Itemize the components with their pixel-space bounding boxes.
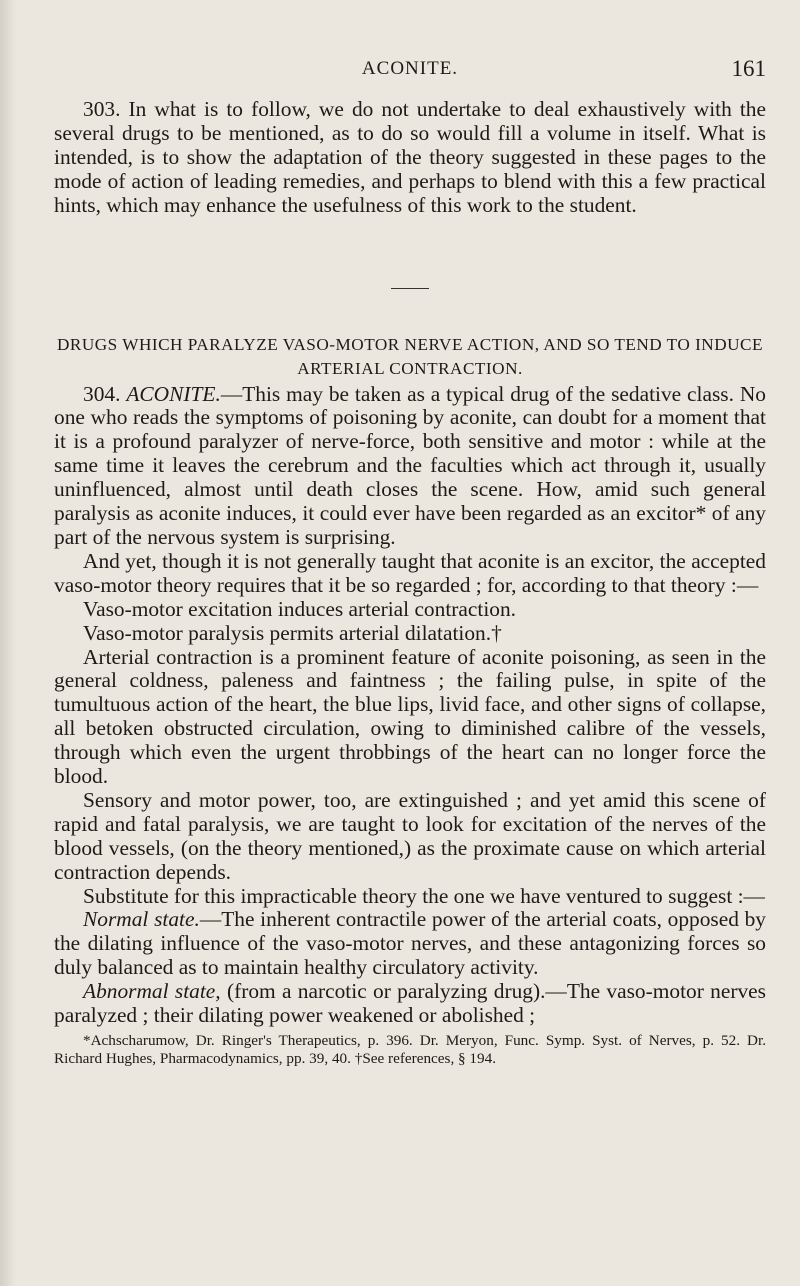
section-divider: [391, 288, 429, 289]
normal-state-text: —The inherent contractile power of the arterial coats, opposed by the dilating influence of the vaso-motor nerves, and these antagonizing forces so duly balanced as to maintain healthy circulatory activity.: [54, 907, 767, 980]
running-title: ACONITE.: [361, 58, 459, 79]
paragraph-number: 304.: [83, 381, 121, 406]
law-excitation: Vaso-motor excitation induces arterial contraction.: [83, 596, 517, 621]
page-gutter-shadow: [0, 0, 16, 1286]
footnote-text: *Achscharumow, Dr. Ringer's Therapeutics, p. 396. Dr. Meryon, Func. Symp. Syst. of Nerves, p. 52. Dr. Richard Hughes, Pharmacodynamics, pp. 39, 40. †See references, § 194.: [54, 1032, 766, 1067]
abnormal-state-text: (from a narcotic or paralyzing drug).—The vaso-motor nerves paralyzed ; their dilating power weakened or abolished ;: [54, 979, 766, 1028]
paragraph-normal-state: [54, 908, 766, 980]
page-header: [54, 58, 766, 86]
paragraph-sensory: Sensory and motor power, too, are extinguished ; and yet amid this scene of rapid and fatal paralysis, we are taught to look for excitation of the nerves of the blood vessels, (on the theory mentioned,) as the proximate cause on which arterial contraction depends.: [54, 787, 766, 884]
body-text: [54, 98, 766, 1067]
paragraph-303: 303. In what is to follow, we do not undertake to deal exhaustively with the several drugs to be mentioned, as to do so would fill a volume in itself. What is intended, is to show the adaptation of the theory suggested in these pages to the mode of action of leading remedies, and perhaps to blend with this a few practical hints, which may enhance the usefulness of this work to the student.: [54, 97, 766, 217]
normal-state-term: Normal state.: [83, 907, 200, 932]
drug-name: ACONITE.: [126, 381, 221, 406]
section-heading: DRUGS WHICH PARALYZE VASO-MOTOR NERVE ACTION, AND SO TEND TO INDUCE ARTERIAL CONTRACTION.: [56, 334, 764, 378]
paragraph-substitute: Substitute for this impracticable theory the one we have ventured to suggest :—: [83, 883, 765, 908]
paragraph-304-text: —This may be taken as a typical drug of the sedative class. No one who reads the symptoms of poisoning by aconite, can doubt for a moment that it is a profound paralyzer of nerve-force, both sensitive and motor : while at the same time it leaves the cerebrum and the faculties which act through it, usually uninfluenced, almost until death closes the scene. How, amid such general paralysis as aconite induces, it could ever have been regarded as an excitor* of any part of the nervous system is surprising.: [54, 381, 766, 549]
page-number: 161: [731, 56, 766, 81]
paragraph-arterial: Arterial contraction is a prominent feature of aconite poisoning, as seen in the general coldness, paleness and faintness ; the failing pulse, in spite of the tumultuous action of the heart, the blue lips, livid face, and other signs of collapse, all betoken obstructed circulation, owing to diminished calibre of the vessels, through which even the urgent throbbings of the heart can no longer force the blood.: [54, 644, 766, 789]
paragraph-and-yet: And yet, though it is not generally taught that aconite is an excitor, the accepted vaso-motor theory requires that it be so regarded ; for, according to that theory :—: [54, 548, 766, 597]
abnormal-state-term: Abnormal state,: [83, 979, 221, 1004]
law-paralysis: Vaso-motor paralysis permits arterial dilatation.†: [83, 620, 502, 645]
paragraph-304: [54, 383, 766, 550]
footnotes: [54, 1032, 766, 1067]
paragraph-abnormal-state: [54, 980, 766, 1028]
